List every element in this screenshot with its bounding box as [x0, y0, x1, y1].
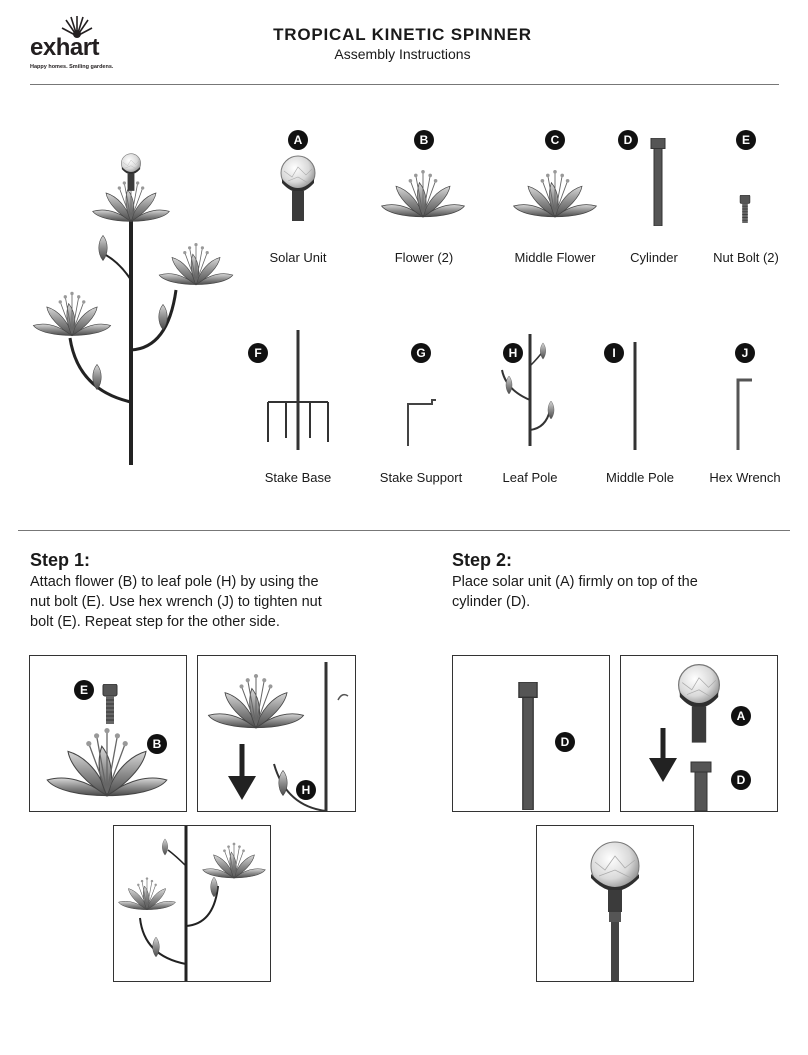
assembled-leaf-pole-illustration [114, 826, 270, 981]
assembled-spinner-illustration [28, 150, 238, 470]
part-label-e: Nut Bolt (2) [713, 250, 779, 265]
place-solar-illustration [621, 656, 777, 811]
flower-image [378, 170, 468, 224]
part-label-b: Flower (2) [394, 250, 454, 265]
step1-panel-attach [197, 655, 356, 812]
part-badge-b: B [414, 130, 434, 150]
step1-panel-result [113, 825, 271, 982]
step2-line: Place solar unit (A) firmly on top of the [452, 574, 698, 590]
part-label-h: Leaf Pole [502, 470, 558, 485]
header-divider [30, 84, 779, 85]
part-badge-g: G [411, 343, 431, 363]
page-title: TROPICAL KINETIC SPINNER [273, 25, 532, 44]
step2-heading: Step 2: [452, 550, 513, 570]
solar-unit-image [278, 152, 318, 224]
part-label-g: Stake Support [379, 470, 463, 485]
callout-b: B [147, 734, 167, 754]
step2-line: cylinder (D). [452, 594, 531, 610]
step1-line: bolt (E). Repeat step for the other side. [30, 614, 280, 630]
part-badge-f: F [248, 343, 268, 363]
stake-base-image [264, 330, 332, 452]
part-label-a: Solar Unit [269, 250, 327, 265]
part-badge-e: E [736, 130, 756, 150]
step1-text [30, 572, 390, 632]
nut-bolt-image [100, 684, 120, 724]
part-label-d: Cylinder [630, 250, 678, 265]
step2-panel-result [536, 825, 694, 982]
step1-line: nut bolt (E). Use hex wrench (J) to tighten nut [30, 594, 322, 610]
brand-name: exhart [30, 34, 100, 61]
step1-panel-bolt [29, 655, 187, 812]
middle-flower-image [508, 170, 602, 224]
step2-text [452, 572, 772, 612]
hex-wrench-image [730, 376, 758, 452]
step2-panel-cylinder [452, 655, 610, 812]
page-subtitle: Assembly Instructions [334, 46, 471, 62]
part-badge-c: C [545, 130, 565, 150]
step1-heading: Step 1: [30, 550, 91, 570]
callout-h: H [296, 780, 316, 800]
stake-support-image [402, 396, 442, 448]
callout-a: A [731, 706, 751, 726]
attach-illustration [198, 656, 355, 811]
nut-bolt-image [738, 194, 752, 224]
callout-e: E [74, 680, 94, 700]
cylinder-image [515, 682, 541, 810]
part-label-f: Stake Base [264, 470, 332, 485]
middle-pole-image [630, 342, 640, 450]
brand-tagline: Happy homes. Smiling gardens. [30, 64, 114, 70]
part-badge-i: I [604, 343, 624, 363]
part-label-c: Middle Flower [514, 250, 596, 265]
part-label-i: Middle Pole [606, 470, 674, 485]
callout-d: D [731, 770, 751, 790]
step1-line: Attach flower (B) to leaf pole (H) by using the [30, 574, 319, 590]
logo [30, 14, 120, 72]
part-badge-d: D [618, 130, 638, 150]
part-badge-j: J [735, 343, 755, 363]
part-label-j: Hex Wrench [709, 470, 781, 485]
assembled-solar-illustration [537, 826, 693, 981]
part-badge-h: H [503, 343, 523, 363]
parts-divider [18, 530, 790, 531]
cylinder-image [648, 138, 668, 226]
leaf-pole-image [494, 330, 564, 450]
step2-panel-place [620, 655, 778, 812]
part-badge-a: A [288, 130, 308, 150]
callout-d: D [555, 732, 575, 752]
